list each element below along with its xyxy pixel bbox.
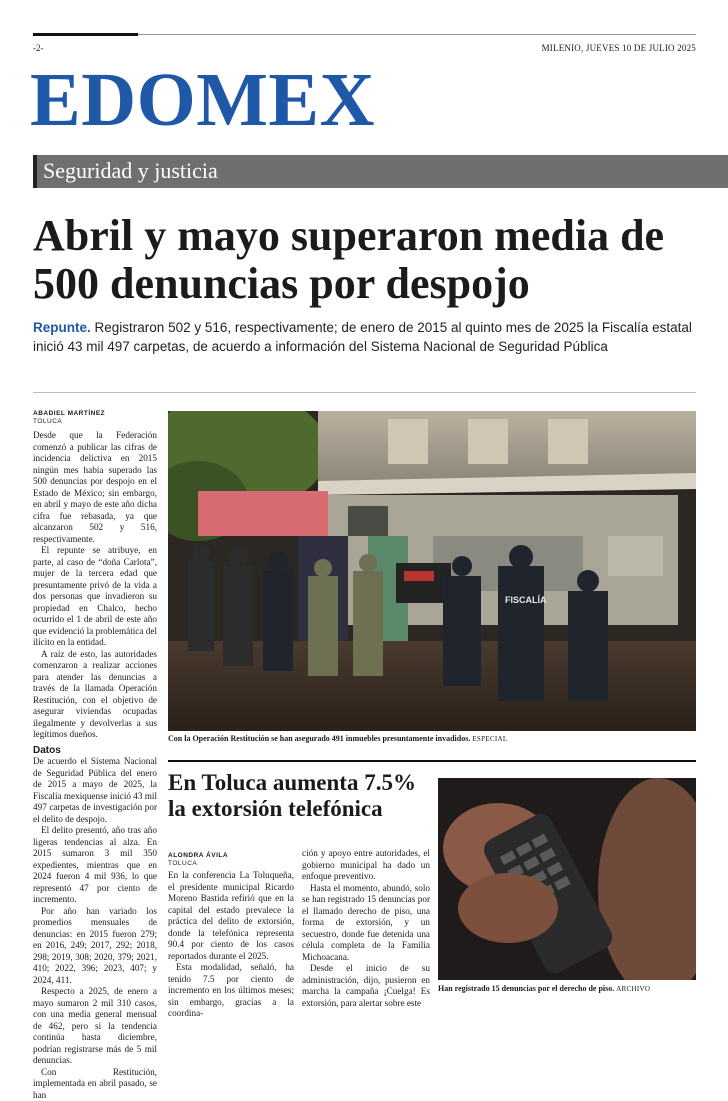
main-caption-credit: ESPECIAL [472,735,507,743]
datos-heading: Datos [33,745,157,757]
section-title: EDOMEX [30,54,375,146]
second-byline [168,852,228,868]
main-paragraph: Desde que la Federación comenzó a publicar las cifras de incidencia delictiva en 2015 ningún mes había superado las 500 denuncias por despojo en el Estado de México; sin embargo, en abril y mayo de este año dicha cifra fue rebasada, ya que alcanzaron 502 y 516, respectivamente. [33,430,157,545]
main-headline: Abril y mayo superaron media de 500 denuncias por despojo [33,212,713,308]
main-deck [33,318,703,356]
phone-caption-credit: ARCHIVO [616,985,650,993]
main-paragraph: El repunte se atribuye, en parte, al caso de “doña Carlota”, mujer de la tercera edad que presuntamente privó de la vida a dos personas que invadieron su propiedad en Chalco, hecho ocurrido el 1 de abril de este año que evidenció la problemática del ilícito en la entidad. [33,545,157,649]
main-location: TOLUCA [33,418,105,426]
second-story-column-2 [302,848,430,1009]
phone-caption-text: Han registrado 15 denuncias por el derecho de piso. [438,984,614,993]
datos-paragraph: El delito presentó, año tras año ligeras tendencias al alza. En 2015 sumaron 3 mil 350 expedientes, mientras que en 2024 fueron 4 mil 936, lo que representó 47 por ciento de incremento. [33,825,157,906]
phone-call-illustration [438,778,696,980]
datos-paragraph: Respecto a 2025, de enero a mayo sumaron 2 mil 310 casos, con una media general mensual de 462, pero si la tendencia continúa hasta diciembre, podrían registrarse más de 5 mil denuncias. [33,986,157,1067]
phone-photo-caption [438,984,696,994]
main-story-column [33,430,157,1101]
main-photo-caption [168,734,696,744]
main-caption-text: Con la Operación Restitución se han asegurado 491 inmuebles presuntamente invadidos. [168,734,470,743]
main-paragraph: A raíz de esto, las autoridades comenzaron a realizar acciones para atender las denuncias a través de la llamada Operación Restitución, con el objetivo de asegurar viviendas ocupadas ilegalmente y devolverlas a sus legítimos dueños. [33,649,157,741]
second-story-rule [168,760,696,762]
second-paragraph: Esta modalidad, señaló, ha tenido 7.5 por ciento de incremento en los últimos meses; sin embargo, gracias a la coordina- [168,962,294,1020]
second-headline: En Toluca aumenta 7.5% la extorsión telefónica [168,770,430,822]
vest-label: FISCALÍA [505,595,547,605]
main-photo [168,411,696,731]
datos-paragraph: Por año han variado los promedios mensuales de denuncias: en 2015 fueron 279; en 2016, 249; 2017, 292; 2018, 298; 2019, 308; 2020, 379; 2021, 410; 2022, 396; 2023, 407; y 2024, 411. [33,906,157,987]
datos-paragraph: De acuerdo el Sistema Nacional de Seguridad Pública del enero de 2015 a mayo de 2025, la Fiscalía mexiquense inició 43 mil 497 carpetas de investigación por el delito de despojo. [33,756,157,825]
datos-paragraph: Con Restitución, implementada en abril pasado, se han [33,1067,157,1101]
main-byline [33,410,105,426]
subsection-label: Seguridad y justicia [43,158,218,184]
second-story-column-1 [168,870,294,1020]
second-paragraph: En la conferencia La Toluqueña, el presidente municipal Ricardo Moreno Bastida refirió que en la capital del estado prevalece la práctica del delito de extorsión, donde la telefónica representa 90.4 por ciento de los casos reportados durante el 2025. [168,870,294,962]
phone-photo [438,778,696,980]
subsection-bar-accent [33,155,37,188]
second-paragraph: ción y apoyo entre autoridades, el gobierno municipal ha dado un enfoque preventivo. [302,848,430,883]
main-author: ABADIEL MARTÍNEZ [33,410,105,418]
second-location: TOLUCA [168,860,228,868]
second-paragraph: Hasta el momento, abundó, solo se han registrado 15 denuncias por el llamado derecho de piso, una forma de extorsión, y un secuestro, donde fue detenida una célula completa de la Familia Michoacana. [302,883,430,964]
police-operation-illustration [168,411,696,731]
deck-kicker: Repunte. [33,320,91,335]
section-divider [33,392,696,393]
second-paragraph: Desde el inicio de su administración, dijo, pusieron en marcha la campaña ¡Cuelga! Es extorsión, para alertar sobre este [302,963,430,1009]
page-number: -2- [33,43,44,53]
top-rule-accent [33,33,138,36]
second-author: ALONDRA ÁVILA [168,852,228,860]
subsection-bar [33,155,728,188]
dateline: MILENIO, JUEVES 10 DE JULIO 2025 [440,43,696,53]
deck-text: Registraron 502 y 516, respectivamente; de enero de 2015 al quinto mes de 2025 la Fiscalía estatal inició 43 mil 497 carpetas, de acuerdo a información del Sistema Nacional de Seguridad Pública [33,320,692,354]
